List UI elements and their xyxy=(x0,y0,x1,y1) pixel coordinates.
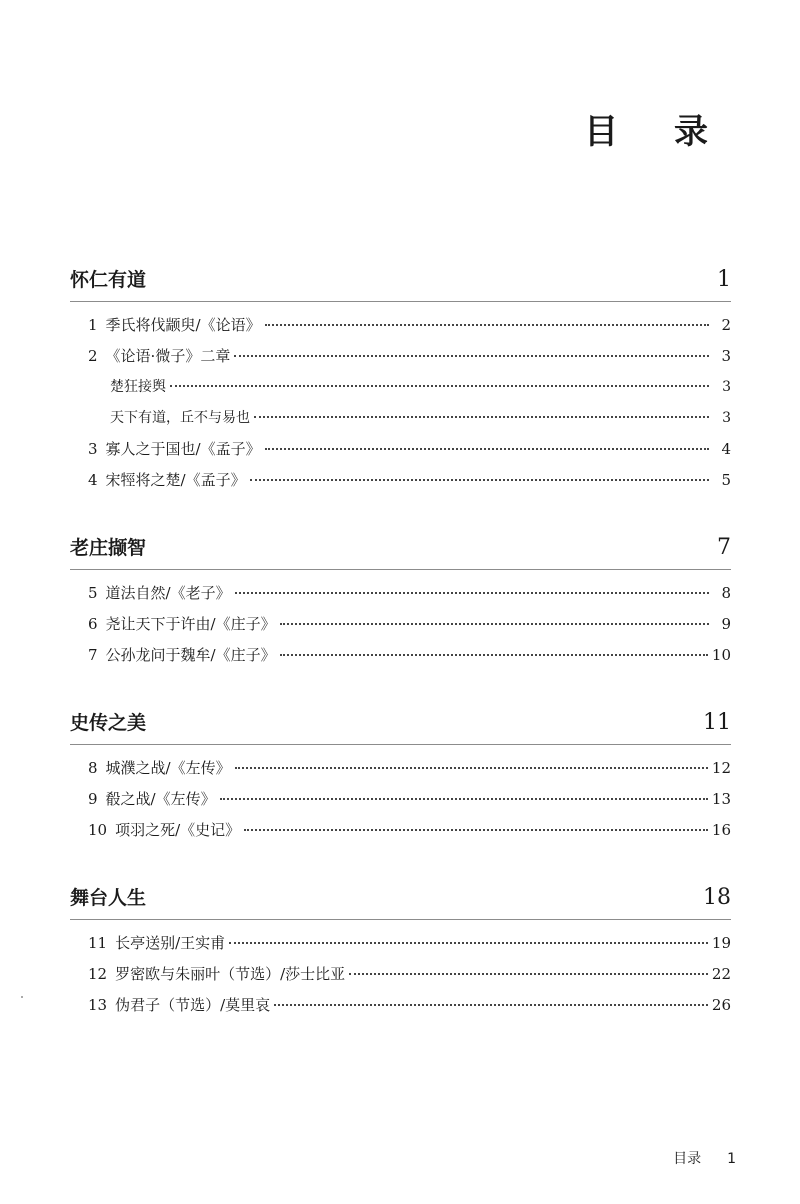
entry-page-number: 2 xyxy=(721,316,731,334)
entry-number: 4 xyxy=(88,471,98,489)
toc-entry[interactable] xyxy=(70,959,731,990)
entry-page-number: 3 xyxy=(722,410,731,426)
entry-number: 10 xyxy=(88,821,108,839)
toc-entry[interactable] xyxy=(70,310,731,341)
toc-entry[interactable] xyxy=(70,640,731,671)
entry-page-number: 9 xyxy=(721,615,731,633)
entry-title: 道法自然/《老子》 xyxy=(105,584,231,602)
toc-entry[interactable] xyxy=(70,990,731,1021)
dot-leader xyxy=(244,829,708,831)
toc-entry[interactable] xyxy=(70,784,731,815)
entry-page-number: 4 xyxy=(721,440,731,458)
dot-leader xyxy=(250,479,709,481)
section-page-number: 1 xyxy=(717,267,731,292)
toc-entry[interactable] xyxy=(70,372,731,403)
entry-title: 公孙龙问于魏牟/《庄子》 xyxy=(105,646,276,664)
dot-leader xyxy=(170,385,709,387)
entry-title: 殽之战/《左传》 xyxy=(105,790,216,808)
toc-entry[interactable] xyxy=(70,465,731,496)
entry-number: 2 xyxy=(88,347,98,365)
toc-entry[interactable] xyxy=(70,403,731,434)
section-divider xyxy=(70,919,731,920)
dot-leader xyxy=(349,973,708,975)
entry-number: 1 xyxy=(88,316,98,334)
entry-page-number: 13 xyxy=(711,790,731,808)
table-of-contents xyxy=(70,258,731,1051)
entry-number: 11 xyxy=(88,934,108,952)
entry-title: 尧让天下于许由/《庄子》 xyxy=(105,615,276,633)
toc-entry[interactable] xyxy=(70,609,731,640)
entry-title: 项羽之死/《史记》 xyxy=(115,821,241,839)
entry-page-number: 3 xyxy=(721,347,731,365)
section-page-number: 18 xyxy=(703,885,731,910)
section-title: 怀仁有道 xyxy=(70,269,147,291)
entry-number: 8 xyxy=(88,759,98,777)
entry-title: 寡人之于国也/《孟子》 xyxy=(105,440,261,458)
toc-entry[interactable] xyxy=(70,928,731,959)
dot-leader xyxy=(234,355,709,357)
toc-entry[interactable] xyxy=(70,341,731,372)
entry-page-number: 10 xyxy=(711,646,731,664)
entry-title: 宋牼将之楚/《孟子》 xyxy=(105,471,246,489)
section-heading[interactable] xyxy=(70,876,731,910)
entry-page-number: 26 xyxy=(711,996,731,1014)
section-heading[interactable] xyxy=(70,258,731,292)
section-title: 舞台人生 xyxy=(70,887,147,909)
section-page-number: 11 xyxy=(703,710,731,735)
entry-number: 7 xyxy=(88,646,98,664)
entry-page-number: 19 xyxy=(711,934,731,952)
dot-leader xyxy=(254,416,709,418)
entry-title: 城濮之战/《左传》 xyxy=(105,759,231,777)
entry-title: 天下有道，丘不与易也 xyxy=(110,410,250,426)
entry-number: 6 xyxy=(88,615,98,633)
toc-entry[interactable] xyxy=(70,578,731,609)
section-page-number: 7 xyxy=(717,535,731,560)
entry-page-number: 8 xyxy=(721,584,731,602)
footer-page-number: 1 xyxy=(727,1151,736,1167)
entry-title: 楚狂接舆 xyxy=(110,379,166,395)
entry-title: 《论语·微子》二章 xyxy=(105,347,231,365)
section-divider xyxy=(70,301,731,302)
dot-leader xyxy=(274,1004,708,1006)
toc-entry[interactable] xyxy=(70,753,731,784)
page-title: 目 录 xyxy=(584,112,730,152)
toc-section xyxy=(70,701,731,846)
entry-number: 9 xyxy=(88,790,98,808)
dot-leader xyxy=(265,324,709,326)
section-heading[interactable] xyxy=(70,526,731,560)
entry-page-number: 16 xyxy=(711,821,731,839)
entry-title: 长亭送别/王实甫 xyxy=(115,934,226,952)
entry-page-number: 5 xyxy=(721,471,731,489)
entry-title: 罗密欧与朱丽叶（节选）/莎士比亚 xyxy=(115,965,346,983)
dot-leader xyxy=(280,623,709,625)
toc-section xyxy=(70,258,731,496)
toc-entry[interactable] xyxy=(70,815,731,846)
entry-number: 13 xyxy=(88,996,108,1014)
toc-entry[interactable] xyxy=(70,434,731,465)
footer-label: 目录 xyxy=(673,1151,702,1167)
dot-leader xyxy=(265,448,709,450)
dot-leader xyxy=(235,767,708,769)
section-title: 老庄撷智 xyxy=(70,537,147,559)
section-divider xyxy=(70,569,731,570)
scan-speck xyxy=(21,996,23,998)
section-divider xyxy=(70,744,731,745)
toc-section xyxy=(70,876,731,1021)
dot-leader xyxy=(280,654,708,656)
dot-leader xyxy=(229,942,708,944)
entry-number: 5 xyxy=(88,584,98,602)
entry-number: 3 xyxy=(88,440,98,458)
entry-page-number: 22 xyxy=(711,965,731,983)
entry-title: 伪君子（节选）/莫里哀 xyxy=(115,996,271,1014)
entry-page-number: 12 xyxy=(711,759,731,777)
section-title: 史传之美 xyxy=(70,712,147,734)
page-footer xyxy=(673,1148,736,1168)
dot-leader xyxy=(235,592,709,594)
entry-title: 季氏将伐颛臾/《论语》 xyxy=(105,316,261,334)
toc-section xyxy=(70,526,731,671)
entry-number: 12 xyxy=(88,965,108,983)
section-heading[interactable] xyxy=(70,701,731,735)
entry-page-number: 3 xyxy=(722,379,731,395)
dot-leader xyxy=(220,798,708,800)
